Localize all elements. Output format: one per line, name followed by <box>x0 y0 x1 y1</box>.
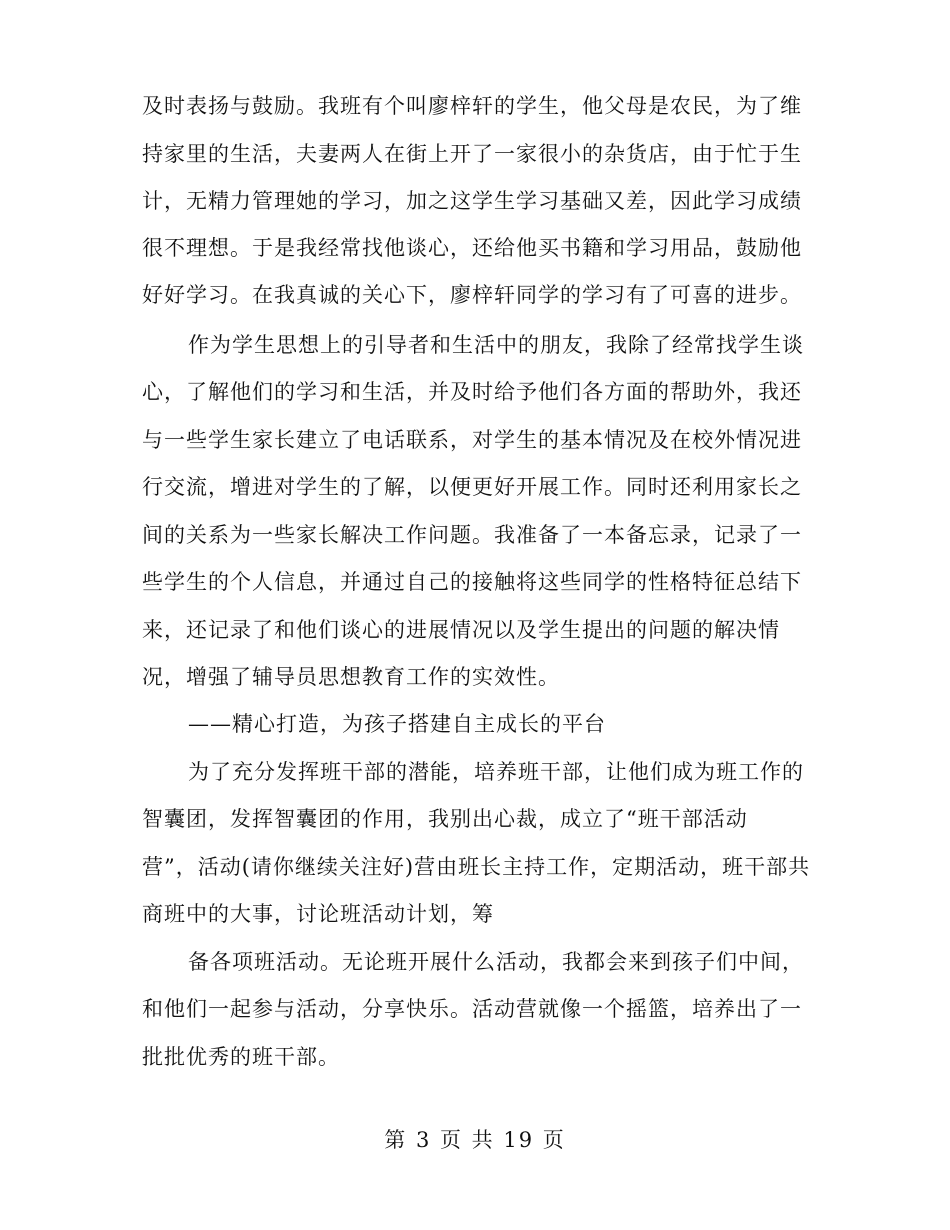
paragraph-2-line-4: 行交流，增进对学生的了解，以便更好开展工作。同时还利用家长之 <box>142 475 802 499</box>
paragraph-1-line-1: 及时表扬与鼓励。我班有个叫廖梓轩的学生，他父母是农民，为了维 <box>142 94 802 118</box>
paragraph-2-line-2: 心，了解他们的学习和生活，并及时给予他们各方面的帮助外，我还 <box>142 380 802 404</box>
paragraph-2-line-6: 些学生的个人信息，并通过自己的接触将这些同学的性格特征总结下 <box>142 570 802 594</box>
paragraph-3-line-1: 为了充分发挥班干部的潜能，培养班干部，让他们成为班工作的 <box>188 760 804 784</box>
paragraph-2-line-3: 与一些学生家长建立了电话联系，对学生的基本情况及在校外情况进 <box>142 428 802 452</box>
paragraph-1-line-4: 很不理想。于是我经常找他谈心，还给他买书籍和学习用品，鼓励他 <box>142 236 802 260</box>
paragraph-3-line-2: 智囊团，发挥智囊团的作用，我别出心裁，成立了“班干部活动 <box>142 807 748 831</box>
paragraph-2-line-1: 作为学生思想上的引导者和生活中的朋友，我除了经常找学生谈 <box>188 333 804 357</box>
paragraph-3-line-3: 营”，活动(请你继续关注好)营由班长主持工作，定期活动，班干部共 <box>142 855 811 879</box>
paragraph-2-line-8: 况，增强了辅导员思想教育工作的实效性。 <box>142 665 560 689</box>
paragraph-3-line-4: 商班中的大事，讨论班活动计划，筹 <box>142 902 494 926</box>
section-heading: ——精心打造，为孩子搭建自主成长的平台 <box>188 712 606 736</box>
paragraph-4-line-2: 和他们一起参与活动，分享快乐。活动营就像一个摇篮，培养出了一 <box>142 997 802 1021</box>
paragraph-2-line-5: 间的关系为一些家长解决工作问题。我准备了一本备忘录，记录了一 <box>142 523 802 547</box>
paragraph-1-line-3: 计，无精力管理她的学习，加之这学生学习基础又差，因此学习成绩 <box>142 189 802 213</box>
paragraph-4-line-3: 批批优秀的班干部。 <box>142 1045 340 1069</box>
paragraph-1-line-5: 好好学习。在我真诚的关心下，廖梓轩同学的学习有了可喜的进步。 <box>142 283 802 307</box>
paragraph-4-line-1: 备各项班活动。无论班开展什么活动，我都会来到孩子们中间， <box>188 950 804 974</box>
paragraph-1-line-2: 持家里的生活，夫妻两人在街上开了一家很小的杂货店，由于忙于生 <box>142 142 802 166</box>
page-number-footer: 第 3 页 共 19 页 <box>384 1128 566 1152</box>
paragraph-2-line-7: 来，还记录了和他们谈心的进展情况以及学生提出的问题的解决情 <box>142 618 780 642</box>
